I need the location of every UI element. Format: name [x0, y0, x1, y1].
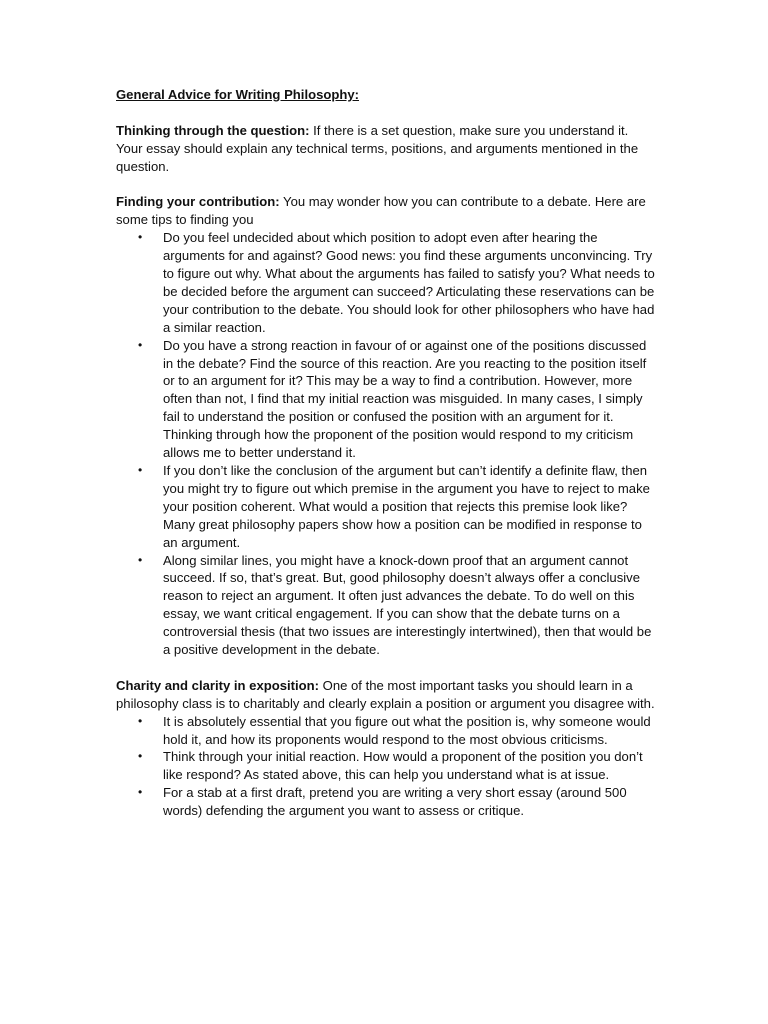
section-intro: If there is a set question, make sure you understand it. Your essay should explain any technical terms, positions, and arguments mentioned in the question.: [116, 122, 639, 174]
bullet-icon: •: [138, 463, 143, 477]
section-heading: Finding your contribution:: [116, 194, 280, 210]
bullet-list: [116, 713, 658, 820]
bullet-list: [116, 229, 658, 659]
list-item-text: Along similar lines, you might have a knock-down proof that an argument cannot succeed. If so, that’s great. But, good philosophy doesn’t always offer a conclusive reason to reject an argument. It often just advances the debate. To do well on this essay, we want critical engagement. If you can show that the debate turns on a controversial thesis (that two issues are interestingly intertwined), then that would be a positive development in the debate.: [163, 552, 652, 658]
document-title: General Advice for Writing Philosophy:: [116, 87, 359, 102]
section-paragraph: [116, 677, 658, 713]
list-item: [116, 552, 658, 659]
list-item-text: For a stab at a first draft, pretend you are writing a very short essay (around 500 words) defending the argument you want to assess or critique.: [163, 785, 627, 819]
section-thinking-through-question: [116, 122, 658, 176]
section-intro: One of the most important tasks you should learn in a philosophy class is to charitably and clearly explain a position or argument you disagree with.: [116, 677, 655, 711]
section-heading: Charity and clarity in exposition:: [116, 677, 319, 693]
bullet-icon: •: [138, 713, 143, 728]
list-item: [116, 713, 658, 749]
section-finding-contribution: [116, 193, 658, 659]
list-item: [116, 337, 658, 462]
section-heading: Thinking through the question:: [116, 122, 310, 138]
list-item-text: Do you have a strong reaction in favour of or against one of the positions discussed in the debate? Find the source of this reaction. Are you reacting to the position itself or to an argument for it? This may be a way to find a contribution. However, more often than not, I find that my initial reaction was misguided. In many cases, I simply fail to understand the position or confused the position with an argument for it. Thinking through how the proponent of the position would respond to my criticism allows me to better understand it.: [163, 337, 647, 461]
section-paragraph: [116, 122, 658, 176]
bullet-icon: •: [138, 230, 143, 245]
bullet-icon: •: [138, 749, 143, 764]
section-paragraph: [116, 193, 658, 229]
list-item-text: Do you feel undecided about which position to adopt even after hearing the arguments for and against? Good news: you find these arguments unconvincing. Try to figure out why. What about the arguments has failed to satisfy you? What needs to be decided before the argument can succeed? Articulating these reservations can be your contribution to the debate. You should look for other philosophers who have had a similar reaction.: [163, 230, 655, 335]
list-item-text: It is absolutely essential that you figure out what the position is, why someone would hold it, and how its proponents would respond to the most obvious criticisms.: [163, 713, 651, 747]
list-item-text: Think through your initial reaction. How would a proponent of the position you don’t like respond? As stated above, this can help you understand what is at issue.: [163, 749, 643, 783]
list-item: [116, 462, 658, 552]
list-item-text: If you don’t like the conclusion of the argument but can’t identify a definite flaw, then you might try to figure out which premise in the argument you have to reject to make your position coherent. What would a position that rejects this premise look like? Many great philosophy papers show how a position can be modified in response to an argument.: [163, 463, 650, 550]
bullet-icon: •: [138, 337, 143, 352]
section-intro: You may wonder how you can contribute to a debate. Here are some tips to finding you: [116, 194, 646, 228]
section-charity-clarity: [116, 677, 658, 820]
bullet-icon: •: [138, 785, 143, 800]
list-item: [116, 748, 658, 784]
list-item: [116, 784, 658, 820]
bullet-icon: •: [138, 552, 143, 567]
list-item: [116, 229, 658, 336]
